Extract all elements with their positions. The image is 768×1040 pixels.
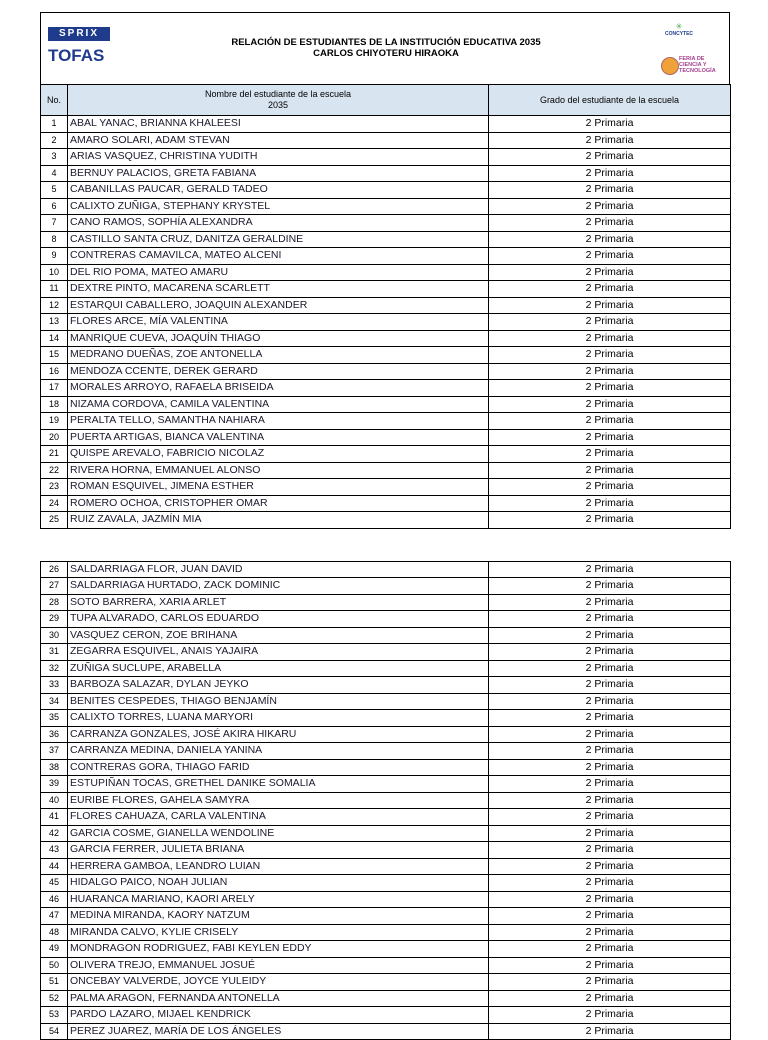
- table-row: [41, 396, 731, 413]
- row-number: 32: [41, 660, 68, 677]
- student-grade: 2 Primaria: [489, 413, 731, 430]
- student-name: BARBOZA SALAZAR, DYLAN JEYKO: [68, 677, 489, 694]
- row-number: 39: [41, 776, 68, 793]
- table-row: [41, 347, 731, 364]
- student-grade: 2 Primaria: [489, 347, 731, 364]
- row-number: 51: [41, 974, 68, 991]
- table-header-row: [41, 85, 731, 116]
- science-fair-logo-text: FERIA DE CIENCIA Y TECNOLOGÍA: [679, 56, 716, 74]
- student-name: CONTRERAS GORA, THIAGO FARID: [68, 759, 489, 776]
- student-grade: 2 Primaria: [489, 281, 731, 298]
- row-number: 15: [41, 347, 68, 364]
- student-grade: 2 Primaria: [489, 198, 731, 215]
- student-name: ONCEBAY VALVERDE, JOYCE YULEIDY: [68, 974, 489, 991]
- table-row: [41, 726, 731, 743]
- student-name: PUERTA ARTIGAS, BIANCA VALENTINA: [68, 429, 489, 446]
- student-name: FLORES CAHUAZA, CARLA VALENTINA: [68, 809, 489, 826]
- student-grade: 2 Primaria: [489, 330, 731, 347]
- table-row: [41, 429, 731, 446]
- table-row: [41, 792, 731, 809]
- student-grade: 2 Primaria: [489, 297, 731, 314]
- student-name: CANO RAMOS, SOPHÍA ALEXANDRA: [68, 215, 489, 232]
- student-grade: 2 Primaria: [489, 215, 731, 232]
- row-number: 42: [41, 825, 68, 842]
- student-name: ARIAS VASQUEZ, CHRISTINA YUDITH: [68, 149, 489, 166]
- student-grade: 2 Primaria: [489, 957, 731, 974]
- student-name: MEDINA MIRANDA, KAORY NATZUM: [68, 908, 489, 925]
- table-row: [41, 149, 731, 166]
- table-row: [41, 132, 731, 149]
- concytec-logo-text: CONCYTEC: [659, 31, 699, 37]
- concytec-logo: [659, 23, 699, 45]
- student-grade: 2 Primaria: [489, 149, 731, 166]
- row-number: 8: [41, 231, 68, 248]
- student-grade: 2 Primaria: [489, 231, 731, 248]
- student-name: CASTILLO SANTA CRUZ, DANITZA GERALDINE: [68, 231, 489, 248]
- student-name: MEDRANO DUEÑAS, ZOE ANTONELLA: [68, 347, 489, 364]
- student-grade: 2 Primaria: [489, 446, 731, 463]
- row-number: 35: [41, 710, 68, 727]
- row-number: 43: [41, 842, 68, 859]
- row-number: 52: [41, 990, 68, 1007]
- row-number: 54: [41, 1023, 68, 1040]
- row-number: 33: [41, 677, 68, 694]
- student-grade: 2 Primaria: [489, 594, 731, 611]
- student-name: PERALTA TELLO, SAMANTHA NAHIARA: [68, 413, 489, 430]
- student-grade: 2 Primaria: [489, 1007, 731, 1024]
- student-name: AMARO SOLARI, ADAM STEVAN: [68, 132, 489, 149]
- student-grade: 2 Primaria: [489, 891, 731, 908]
- title-line-2: CARLOS CHIYOTERU HIRAOKA: [161, 48, 611, 59]
- student-name: MENDOZA CCENTE, DEREK GERARD: [68, 363, 489, 380]
- table-row: [41, 693, 731, 710]
- student-name: GARCIA COSME, GIANELLA WENDOLINE: [68, 825, 489, 842]
- student-name: OLIVERA TREJO, EMMANUEL JOSUÉ: [68, 957, 489, 974]
- student-name: MIRANDA CALVO, KYLIE CRISELY: [68, 924, 489, 941]
- table-row: [41, 363, 731, 380]
- table-row: [41, 743, 731, 760]
- student-grade: 2 Primaria: [489, 858, 731, 875]
- student-name: RIVERA HORNA, EMMANUEL ALONSO: [68, 462, 489, 479]
- student-name: ESTARQUI CABALLERO, JOAQUIN ALEXANDER: [68, 297, 489, 314]
- student-grade: 2 Primaria: [489, 990, 731, 1007]
- table-row: [41, 858, 731, 875]
- student-name: ZUÑIGA SUCLUPE, ARABELLA: [68, 660, 489, 677]
- row-number: 36: [41, 726, 68, 743]
- student-grade: 2 Primaria: [489, 941, 731, 958]
- row-number: 25: [41, 512, 68, 529]
- student-name: PEREZ JUAREZ, MARÍA DE LOS ÁNGELES: [68, 1023, 489, 1040]
- table-row: [41, 264, 731, 281]
- table-row: [41, 413, 731, 430]
- row-number: 10: [41, 264, 68, 281]
- student-grade: 2 Primaria: [489, 710, 731, 727]
- row-number: 49: [41, 941, 68, 958]
- table-row: [41, 627, 731, 644]
- row-number: 20: [41, 429, 68, 446]
- table-row: [41, 611, 731, 628]
- student-name: BENITES CESPEDES, THIAGO BENJAMÍN: [68, 693, 489, 710]
- student-grade: 2 Primaria: [489, 875, 731, 892]
- column-header-name-line-2: 2035: [268, 100, 288, 110]
- row-number: 14: [41, 330, 68, 347]
- student-name: SOTO BARRERA, XARIA ARLET: [68, 594, 489, 611]
- row-number: 38: [41, 759, 68, 776]
- row-number: 34: [41, 693, 68, 710]
- student-table-1: [40, 84, 731, 529]
- student-grade: 2 Primaria: [489, 908, 731, 925]
- column-header-grade: Grado del estudiante de la escuela: [489, 85, 731, 116]
- table-row: [41, 512, 731, 529]
- document-title: [161, 37, 611, 59]
- row-number: 17: [41, 380, 68, 397]
- student-grade: 2 Primaria: [489, 792, 731, 809]
- table-row: [41, 660, 731, 677]
- row-number: 23: [41, 479, 68, 496]
- row-number: 9: [41, 248, 68, 265]
- student-name: MANRIQUE CUEVA, JOAQUÍN THIAGO: [68, 330, 489, 347]
- student-grade: 2 Primaria: [489, 182, 731, 199]
- table-row: [41, 759, 731, 776]
- student-name: ZEGARRA ESQUIVEL, ANAIS YAJAIRA: [68, 644, 489, 661]
- table-row: [41, 941, 731, 958]
- row-number: 26: [41, 561, 68, 578]
- row-number: 4: [41, 165, 68, 182]
- student-name: ABAL YANAC, BRIANNA KHALEESI: [68, 116, 489, 133]
- table-row: [41, 677, 731, 694]
- row-number: 24: [41, 495, 68, 512]
- student-grade: 2 Primaria: [489, 693, 731, 710]
- row-number: 53: [41, 1007, 68, 1024]
- table-row: [41, 248, 731, 265]
- row-number: 46: [41, 891, 68, 908]
- row-number: 30: [41, 627, 68, 644]
- page-gap: [40, 529, 730, 561]
- student-name: VASQUEZ CERON, ZOE BRIHANA: [68, 627, 489, 644]
- student-grade: 2 Primaria: [489, 116, 731, 133]
- row-number: 27: [41, 578, 68, 595]
- table-row: [41, 578, 731, 595]
- student-name: HUARANCA MARIANO, KAORI ARELY: [68, 891, 489, 908]
- table-row: [41, 495, 731, 512]
- table-row: [41, 594, 731, 611]
- table-row: [41, 446, 731, 463]
- sprix-logo: SPRIX: [48, 27, 110, 41]
- row-number: 2: [41, 132, 68, 149]
- student-grade: 2 Primaria: [489, 314, 731, 331]
- row-number: 16: [41, 363, 68, 380]
- table-row: [41, 182, 731, 199]
- table-row: [41, 924, 731, 941]
- tofas-logo: TOFAS: [48, 46, 104, 66]
- student-name: SALDARRIAGA FLOR, JUAN DAVID: [68, 561, 489, 578]
- student-name: ESTUPIÑAN TOCAS, GRETHEL DANIKE SOMALIA: [68, 776, 489, 793]
- table-row: [41, 462, 731, 479]
- student-grade: 2 Primaria: [489, 644, 731, 661]
- student-grade: 2 Primaria: [489, 1023, 731, 1040]
- table-row: [41, 479, 731, 496]
- student-grade: 2 Primaria: [489, 132, 731, 149]
- student-grade: 2 Primaria: [489, 495, 731, 512]
- student-name: DEXTRE PINTO, MACARENA SCARLETT: [68, 281, 489, 298]
- student-name: QUISPE AREVALO, FABRICIO NICOLAZ: [68, 446, 489, 463]
- student-grade: 2 Primaria: [489, 825, 731, 842]
- row-number: 7: [41, 215, 68, 232]
- table-row: [41, 809, 731, 826]
- table-row: [41, 116, 731, 133]
- row-number: 29: [41, 611, 68, 628]
- student-name: TUPA ALVARADO, CARLOS EDUARDO: [68, 611, 489, 628]
- table-row: [41, 314, 731, 331]
- student-name: CALIXTO TORRES, LUANA MARYORI: [68, 710, 489, 727]
- student-grade: 2 Primaria: [489, 842, 731, 859]
- student-name: SALDARRIAGA HURTADO, ZACK DOMINIC: [68, 578, 489, 595]
- table-row: [41, 215, 731, 232]
- student-grade: 2 Primaria: [489, 809, 731, 826]
- row-number: 40: [41, 792, 68, 809]
- table-row: [41, 842, 731, 859]
- student-grade: 2 Primaria: [489, 429, 731, 446]
- table-row: [41, 891, 731, 908]
- table-row: [41, 710, 731, 727]
- student-name: CALIXTO ZUÑIGA, STEPHANY KRYSTEL: [68, 198, 489, 215]
- table-row: [41, 1023, 731, 1040]
- student-list-sheet: [40, 12, 730, 1040]
- student-grade: 2 Primaria: [489, 776, 731, 793]
- table-row: [41, 231, 731, 248]
- row-number: 37: [41, 743, 68, 760]
- table-row: [41, 281, 731, 298]
- student-grade: 2 Primaria: [489, 924, 731, 941]
- student-name: DEL RIO POMA, MATEO AMARU: [68, 264, 489, 281]
- row-number: 41: [41, 809, 68, 826]
- row-number: 45: [41, 875, 68, 892]
- flask-icon: [661, 57, 679, 75]
- student-grade: 2 Primaria: [489, 561, 731, 578]
- science-fair-logo: [659, 51, 703, 77]
- student-name: NIZAMA CORDOVA, CAMILA VALENTINA: [68, 396, 489, 413]
- row-number: 19: [41, 413, 68, 430]
- student-grade: 2 Primaria: [489, 512, 731, 529]
- student-grade: 2 Primaria: [489, 248, 731, 265]
- table-row: [41, 825, 731, 842]
- student-grade: 2 Primaria: [489, 759, 731, 776]
- column-header-name: [68, 85, 489, 116]
- student-name: ROMERO OCHOA, CRISTOPHER OMAR: [68, 495, 489, 512]
- student-name: HERRERA GAMBOA, LEANDRO LUIAN: [68, 858, 489, 875]
- student-name: CARRANZA MEDINA, DANIELA YANINA: [68, 743, 489, 760]
- student-name: FLORES ARCE, MÍA VALENTINA: [68, 314, 489, 331]
- row-number: 47: [41, 908, 68, 925]
- student-name: BERNUY PALACIOS, GRETA FABIANA: [68, 165, 489, 182]
- student-grade: 2 Primaria: [489, 264, 731, 281]
- table-row: [41, 297, 731, 314]
- student-grade: 2 Primaria: [489, 479, 731, 496]
- column-header-number: No.: [41, 85, 68, 116]
- student-grade: 2 Primaria: [489, 611, 731, 628]
- student-name: CABANILLAS PAUCAR, GERALD TADEO: [68, 182, 489, 199]
- table-row: [41, 974, 731, 991]
- table-row: [41, 644, 731, 661]
- row-number: 1: [41, 116, 68, 133]
- student-name: RUIZ ZAVALA, JAZMÍN MIA: [68, 512, 489, 529]
- row-number: 13: [41, 314, 68, 331]
- student-grade: 2 Primaria: [489, 363, 731, 380]
- student-name: CONTRERAS CAMAVILCA, MATEO ALCENI: [68, 248, 489, 265]
- table-row: [41, 990, 731, 1007]
- title-line-1: RELACIÓN DE ESTUDIANTES DE LA INSTITUCIÓN EDUCATIVA 2035: [161, 37, 611, 48]
- student-grade: 2 Primaria: [489, 974, 731, 991]
- row-number: 22: [41, 462, 68, 479]
- row-number: 11: [41, 281, 68, 298]
- student-grade: 2 Primaria: [489, 743, 731, 760]
- student-grade: 2 Primaria: [489, 578, 731, 595]
- student-grade: 2 Primaria: [489, 396, 731, 413]
- table-row: [41, 1007, 731, 1024]
- table-row: [41, 165, 731, 182]
- row-number: 28: [41, 594, 68, 611]
- row-number: 44: [41, 858, 68, 875]
- row-number: 3: [41, 149, 68, 166]
- student-name: EURIBE FLORES, GAHELA SAMYRA: [68, 792, 489, 809]
- row-number: 12: [41, 297, 68, 314]
- table-row: [41, 330, 731, 347]
- table-row: [41, 776, 731, 793]
- column-header-name-line-1: Nombre del estudiante de la escuela: [205, 89, 351, 99]
- table-row: [41, 561, 731, 578]
- student-name: GARCIA FERRER, JULIETA BRIANA: [68, 842, 489, 859]
- table-row: [41, 380, 731, 397]
- student-name: PALMA ARAGON, FERNANDA ANTONELLA: [68, 990, 489, 1007]
- student-table-1-body: [41, 116, 731, 529]
- row-number: 18: [41, 396, 68, 413]
- student-grade: 2 Primaria: [489, 660, 731, 677]
- student-name: PARDO LAZARO, MIJAEL KENDRICK: [68, 1007, 489, 1024]
- row-number: 21: [41, 446, 68, 463]
- row-number: 48: [41, 924, 68, 941]
- row-number: 6: [41, 198, 68, 215]
- concytec-emblem-icon: ✳: [659, 23, 699, 31]
- row-number: 50: [41, 957, 68, 974]
- table-row: [41, 198, 731, 215]
- student-grade: 2 Primaria: [489, 462, 731, 479]
- row-number: 31: [41, 644, 68, 661]
- student-table-2: [40, 561, 731, 1040]
- student-grade: 2 Primaria: [489, 677, 731, 694]
- student-name: CARRANZA GONZALES, JOSÉ AKIRA HIKARU: [68, 726, 489, 743]
- row-number: 5: [41, 182, 68, 199]
- student-name: MORALES ARROYO, RAFAELA BRISEIDA: [68, 380, 489, 397]
- table-row: [41, 908, 731, 925]
- student-grade: 2 Primaria: [489, 380, 731, 397]
- student-name: ROMAN ESQUIVEL, JIMENA ESTHER: [68, 479, 489, 496]
- student-grade: 2 Primaria: [489, 726, 731, 743]
- student-name: HIDALGO PAICO, NOAH JULIAN: [68, 875, 489, 892]
- document-header: [40, 12, 730, 84]
- student-name: MONDRAGON RODRIGUEZ, FABI KEYLEN EDDY: [68, 941, 489, 958]
- student-grade: 2 Primaria: [489, 165, 731, 182]
- student-grade: 2 Primaria: [489, 627, 731, 644]
- student-table-2-body: [41, 561, 731, 1040]
- table-row: [41, 875, 731, 892]
- table-row: [41, 957, 731, 974]
